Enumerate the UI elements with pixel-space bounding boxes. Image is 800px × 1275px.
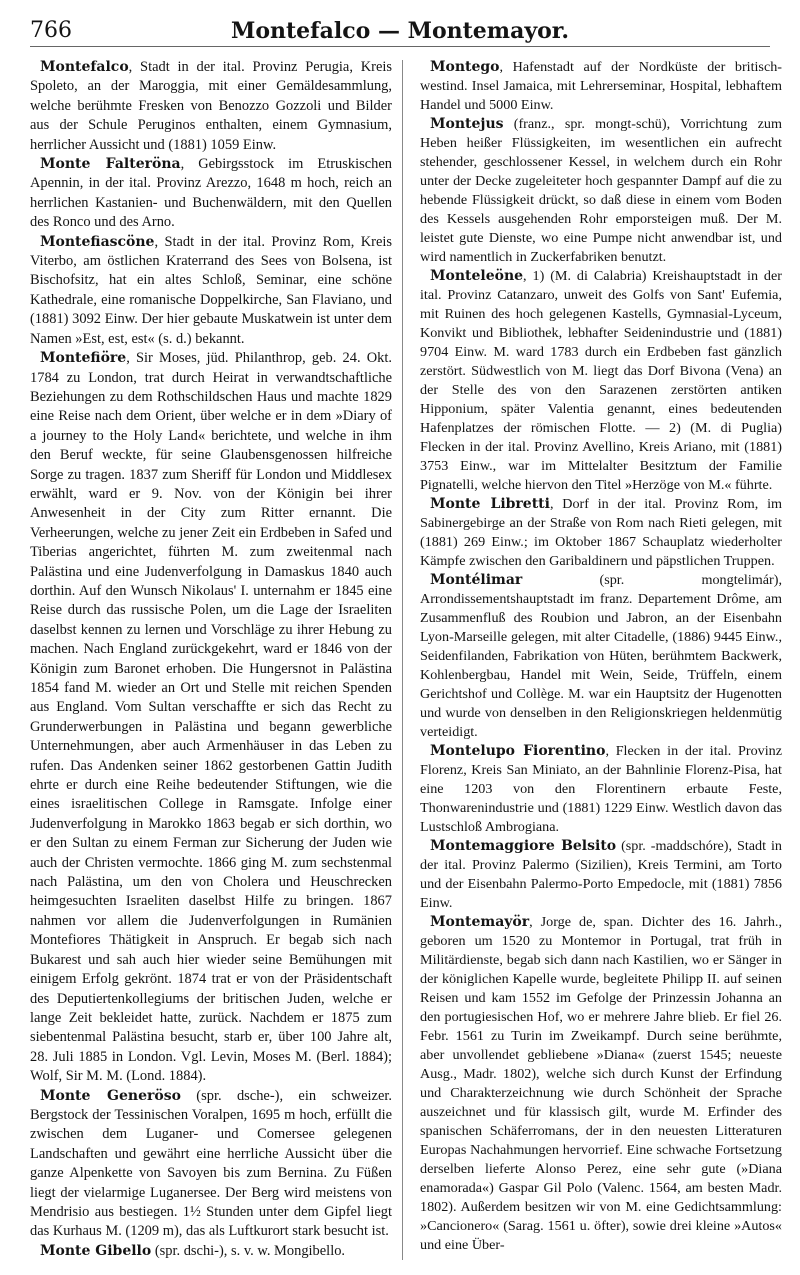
page-header <box>30 16 770 47</box>
dictionary-entry <box>30 233 392 349</box>
entry-text: (spr. dsche-), ein schweizer. Bergstock der Tessinischen Voralpen, 1695 m hoch, erfüllt die zwischen dem Luganer- und Comersee gelegenen Landschaften und gewährt eine herrliche Aussicht über die ganze Alpenkette von Savoyen bis zum Bernina. Zu Füßen liegt der vielarmige Luganersee. Der Berg wird meistens von Mendrisio aus bestiegen. 1½ Stunden unter dem Gipfel liegt das Kurhaus M. (1209 m), das als Luftkurort stark besucht ist. <box>30 1087 392 1240</box>
dictionary-entry <box>420 58 782 115</box>
dictionary-entry <box>420 742 782 837</box>
dictionary-entry <box>30 349 392 1086</box>
entry-headword: Montefiascöne <box>40 233 155 250</box>
entry-text: , Dorf in der ital. Provinz Rom, im Sabinergebirge an der Straße von Rom nach Rieti gelegen, mit (1881) 269 Einw.; im Oktober 1867 Schauplatz wiederholter Kämpfe zwischen den Garibaldinern und päpstlichen Truppen. <box>420 496 782 569</box>
entry-headword: Monte Generöso <box>40 1087 181 1104</box>
entry-text: , Sir Moses, jüd. Philanthrop, geb. 24. Okt. 1784 zu London, trat durch Heirat in verwandtschaftliche Beziehungen zu dem Rothschildschen Haus und machte 1829 eine Reise nach dem Orient, über welche er in dem »Diary of a journey to the Holy Land« berichtete, und welche in ihm den Beruf weckte, für seine Glaubensgenossen hilfreiche Sorge zu tragen. 1837 zum Sheriff für London und Middlesex erwählt, ward er 9. Nov. von der Königin bei ihrer Anwesenheit in der City zum Ritter ernannt. Die Verheerungen, welche zu jener Zeit ein Erdbeben in Safed und Tiberias angerichtet, führten M. zum zweitenmal nach Palästina und eine Judenverfolgung in Damaskus 1840 auch dorthin. Auf den Wunsch Nikolaus' I. unternahm er 1845 eine Reise durch das russische Polen, um die Lage der Israeliten daselbst kennen zu lernen und Vorschläge zu ihrer Hebung zu machen. Nach England zurückgekehrt, ward er 1846 von der Königin zum Baronet erhoben. Die Hungersnot in Palästina 1854 fand M. wieder an Ort und Stelle mit reichen Spenden aus England. Vom Sultan verschaffte er sich das Recht zu Grunderwerbungen in Palästina und begann gewerbliche Unternehmungen, aber auch Armenhäuser in das Leben zu rufen. Das Andenken seiner 1862 gestorbenen Gattin Judith ehrte er durch eine Reihe bedeutender Stiftungen, wie die eines israelitischen College in Ramsgate. Infolge einer Judenverfolgung in Marokko 1863 begab er sich dorthin, wo er den Sultan zu einem Ferman zur Sicherung der Juden wie auch der Christen vermochte. 1866 ging M. zum sechstenmal nach Palästina, um den von Cholera und Heuschrecken heimgesuchten Israeliten daselbst Hilfe zu bringen. 1867 nahmen vor allem die Judenverfolgungen in Rumänien Montefiores Thätigkeit in Anspruch. Er begab sich nach Bukarest und sah auch hier wieder seine Bemühungen mit einigem Erfolg gekrönt. 1874 trat er von der Präsidentschaft des Deputiertenkollegiums der britischen Juden, welche er lange Zeit bekleidet hatte, zurück. Nachdem er 1875 zum siebentenmal Palästina besucht, starb er, über 100 Jahre alt, 28. Juli 1885 in London. Vgl. Levin, Moses M. (Berl. 1884); Wolf, Sir M. M. (Lond. 1884). <box>30 350 392 1085</box>
entry-text: , Jorge de, span. Dichter des 16. Jahrh., geboren um 1520 zu Montemor in Portugal, trat früh in Militärdienste, begab sich dann nach Kastilien, wo er Sänger in der königlichen Kapelle wurde, begleitete Philipp II. auf seinen Reisen und kam 1552 im Gefolge der Prinzessin Johanna an den portugiesischen Hof, wo er mehrere Jahre blieb. Er fiel 26. Febr. 1561 zu Turin im Zweikampf. Durch seine berühmte, aber unvollendet gebliebene »Diana« (zuerst 1545; neueste Ausg., Madr. 1802), welche sich durch Kunst der Erfindung und Charakterzeichnung wie durch Schönheit der Sprache auszeichnet und für klassisch gilt, wurde M. Erfinder des spanischen Schäferromans, der in den neuesten Litteraturen Europas Nachahmungen hervorrief. Eine schwache Fortsetzung derselben lieferte Alonso Perez, eine sehr gute (»Diana enamorada«) Gaspar Gil Polo (Valenc. 1564, am besten Madr. 1802). Außerdem besitzen wir von M. eine Gedichtsammlung: »Cancionero« (Sarag. 1561 u. öfter), sowie drei kleine »Autos« und eine Über- <box>420 914 782 1253</box>
right-column <box>420 58 782 1263</box>
entry-headword: Montego <box>430 59 500 75</box>
column-divider <box>402 60 403 1260</box>
dictionary-entry <box>30 1242 392 1261</box>
entry-text: , Stadt in der ital. Provinz Rom, Kreis Viterbo, am östlichen Kraterrand des Sees von Bolsena, ist Bischofsitz, hat ein altes Schloß, Seminar, eine schöne Kathedrale, eine romanische Doppelkirche, San Flaviano, und (1881) 3092 Einw. Der hier gebaute Muskatwein ist unter dem Namen »Est, est, est« (s. d.) bekannt. <box>30 233 392 347</box>
page-number: 766 <box>30 18 72 43</box>
dictionary-entry <box>420 837 782 913</box>
entry-headword: Monte Libretti <box>430 496 550 512</box>
entry-headword: Montemaggiore Belsito <box>430 838 617 854</box>
entry-text: (spr. mongtelimár), Arrondissementshauptstadt im franz. Departement Drôme, am Zusammenfluß des Roubion und Jabron, an der Eisenbahn Lyon-Marseille gelegen, mit alter Citadelle, (1886) 9445 Einw., Seidenfilanden, Fabrikation von Hüten, berühmtem Backwerk, Kohlenbergbau, Handel mit Wein, Seide, Trüffeln, einem Gerichtshof und Collège. M. war ein Hauptsitz der Hugenotten und wurde von denselben in den Religionskriegen heldenmütig verteidigt. <box>420 572 782 740</box>
entry-headword: Montélimar <box>430 572 523 588</box>
entry-text: (spr. dschi-), s. v. w. Mongibello. <box>151 1242 346 1259</box>
entry-headword: Montejus <box>430 116 504 132</box>
dictionary-entry <box>420 571 782 742</box>
dictionary-entry <box>30 1087 392 1242</box>
entry-headword: Monte Falteröna <box>40 156 181 173</box>
entry-text: (franz., spr. mongt-schü), Vorrichtung zum Heben heißer Flüssigkeiten, im wesentlichen ein aufrecht stehender, geschlossener Kessel, in welchem durch ein Rohr unter der Decke zugeleiteter hoch gespannter Dampf auf die zu hebende Flüssigkeit drückt, so daß diese in einem vom Boden des Kessels ausgehenden Rohr emporsteigen muß. Der M. leistet gute Dienste, wo eine Pumpe nicht anwendbar ist, und wird namentlich in Zuckerfabriken benutzt. <box>420 116 782 265</box>
entry-headword: Montelupo Fiorentino <box>430 743 606 759</box>
entry-text: , Flecken in der ital. Provinz Florenz, Kreis San Miniato, an der Bahnlinie Florenz-Pisa, hat eine 1203 von den Florentinern erbaute Feste, Thonwarenindustrie und (1881) 1229 Einw. Westlich davon das Lustschloß Ambrogiana. <box>420 743 782 835</box>
entry-text: , Hafenstadt auf der Nordküste der britisch-westind. Insel Jamaica, mit Lehrerseminar, Hospital, lebhaftem Handel und 5000 Einw. <box>420 59 782 113</box>
entry-headword: Montefalco <box>40 59 129 75</box>
entry-text: , 1) (M. di Calabria) Kreishauptstadt in der ital. Provinz Catanzaro, unweit des Golfs von Sant' Eufemia, mit Ruinen des hoch gelegenen Kastells, Gymnasial-Lyceum, Konvikt und Bibliothek, lebhafter Seidenindustrie und (1881) 9704 Einw. M. ward 1783 durch ein Erdbeben fast gänzlich zerstört. Südwestlich von M. liegt das Dorf Bivona (Vena) an der Stelle des von den Sarazenen zerstörten antiken Hipponium, später Valentia genannt, eines bedeutenden Hafenplatzes der römischen Flotte. — 2) (M. di Puglia) Flecken in der ital. Provinz Avellino, Kreis Ariano, mit (1881) 3753 Einw., war im Mittelalter Besitztum der Familie Pignatelli, welche hiervon den Titel »Herzöge von M.« führte. <box>420 268 782 493</box>
entry-headword: Montemayör <box>430 914 530 930</box>
entry-text: , Gebirgsstock im Etruskischen Apennin, in der ital. Provinz Arezzo, 1648 m hoch, reich an herrlichen Kastanien- und Buchenwäldern, mit den Quellen des Ronco und des Arno. <box>30 156 392 231</box>
dictionary-entry <box>420 495 782 571</box>
running-title: Montefalco — Montemayor. <box>230 18 570 44</box>
left-column <box>30 58 392 1263</box>
entry-text: , Stadt in der ital. Provinz Perugia, Kreis Spoleto, an der Maroggia, mit einer Gemäldesammlung, welche berühmte Fresken von Benozzo Gozzoli und Bilder aus der Schule Peruginos enthalten, einem Gymnasium, herrlicher Aussicht und (1881) 1059 Einw. <box>30 59 392 153</box>
dictionary-entry <box>420 267 782 495</box>
dictionary-entry <box>420 115 782 267</box>
dictionary-entry <box>420 913 782 1255</box>
dictionary-entry <box>30 155 392 233</box>
entry-headword: Montefiöre <box>40 350 127 367</box>
dictionary-entry <box>30 58 392 155</box>
entry-headword: Monte Gibello <box>40 1242 152 1259</box>
entry-headword: Monteleöne <box>430 268 524 284</box>
entry-text: (spr. -maddschóre), Stadt in der ital. Provinz Palermo (Sizilien), Kreis Termini, am Torto und der Eisenbahn Palermo-Porto Empedocle, mit (1881) 7856 Einw. <box>420 838 782 911</box>
